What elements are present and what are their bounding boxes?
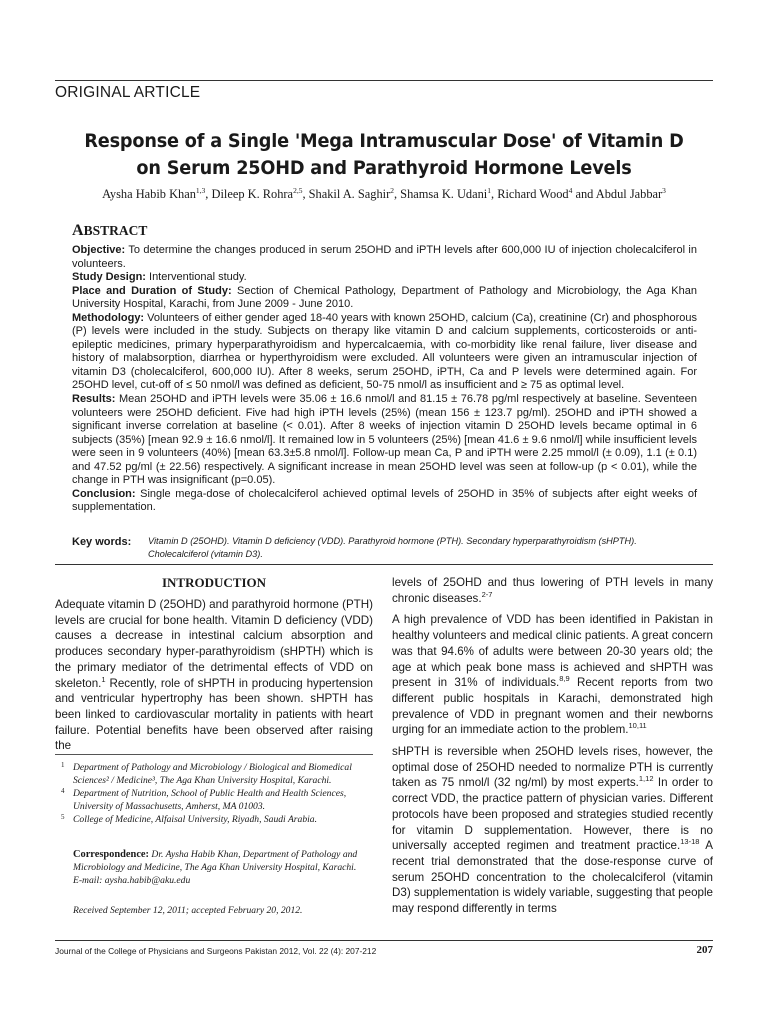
abstract-section-text: To determine the changes produced in serum 25OHD and iPTH levels after 600,000 IU of injection cholecalciferol in volunteers.	[72, 244, 697, 270]
footnote-text: College of Medicine, Alfaisal University, Riyadh, Saudi Arabia.	[73, 814, 317, 826]
article-title	[64, 128, 704, 182]
abstract-section-label: Study Design:	[72, 271, 146, 284]
journal-citation: Journal of the College of Physicians and Surgeons Pakistan 2012, Vol. 22 (4): 207-212	[55, 946, 377, 956]
abstract-bottom-rule	[55, 564, 713, 565]
author-affiliation-mark: 3	[662, 185, 666, 195]
abstract-section-label: Place and Duration of Study:	[72, 284, 232, 297]
footnote	[55, 761, 373, 787]
author-affiliation-mark: 2,5	[293, 185, 303, 195]
author-affiliation-mark: 1	[487, 185, 491, 195]
left-column-text	[55, 597, 373, 754]
top-rule	[55, 80, 713, 81]
right-column-text	[392, 575, 713, 917]
introduction-heading: INTRODUCTION	[161, 575, 266, 590]
abstract-section-label: Methodology:	[72, 311, 145, 324]
correspondence-address: Dr. Aysha Habib Khan, Department of Pathology and Microbiology and Medicine, The Aga Khan University Hospital, Karachi.	[73, 849, 358, 874]
body-text: Recently, role of sHPTH in producing hypertension and ventricular hypertrophy has been shown. sHPTH has been linked to cardiovascular mortality in patients with heart failure. Potential benefits have been observed after raising the	[55, 676, 373, 753]
author-affiliation-mark: 4	[568, 185, 573, 195]
body-paragraph	[392, 612, 713, 738]
correspondence-email: E-mail: aysha.habib@aku.edu	[73, 875, 191, 887]
keywords-line-1: Vitamin D (25OHD). Vitamin D deficiency (VDD). Parathyroid hormone (PTH). Secondary hyperparathyroidism (sHPTH).	[148, 536, 637, 546]
author-name: Shakil A. Saghir	[308, 187, 391, 201]
abstract-section	[72, 312, 697, 393]
body-text: Recent reports from two different public hospitals in Karachi, demonstrated high prevalence of VDD in pregnant women and their newborns urging for an immediate action to the problem.	[392, 676, 713, 737]
abstract-section	[72, 244, 697, 271]
body-text: A recent trial demonstrated that the dose-response curve of serum 25OHD concentration to the cholecalciferol (vitamin D3) supplementation is widely variable, suggesting that people may respond differently in terms	[392, 839, 713, 916]
body-text: levels of 25OHD and thus lowering of PTH levels in many chronic diseases.	[392, 576, 713, 605]
author-list: Aysha Habib Khan$^{1,3}$, Dileep K. Rohra$^{2,5}$, Shakil A. Saghir$^2$, Shamsa K. Udani$^1$, Richard Wood$^4$ and Abdul Jabbar$^3$	[102, 185, 666, 201]
keywords-text	[148, 535, 708, 560]
body-text: A high prevalence of VDD has been identified in Pakistan in healthy volunteers and medical clinic patients. A great concern was that 94.6% of adults were between 20-30 years old; the age at which peak bone mass is achieved and sHPTH was present in 31% of individuals.	[392, 613, 713, 690]
author-name: Richard Wood	[497, 187, 569, 201]
footnote-mark: 1	[61, 761, 65, 769]
keywords-label: Key words:	[72, 536, 132, 548]
abstract-section	[72, 285, 697, 312]
author-name: Shamsa K. Udani	[400, 187, 488, 201]
abstract-section-text: Mean 25OHD and iPTH levels were 35.06 ± 16.6 nmol/l and 81.15 ± 76.78 pg/ml respectively at baseline. Seventeen volunteers were 25OHD deficient. Five had high iPTH levels (25%) (mean 156 ± 123.7 pg/ml). 25OHD and iPTH showed a significant inverse correlation at baseline (< 0.01). After 8 weeks of injection vitamin D 25OHD levels became optimal in 6 subjects (35%) [mean 92.9 ± 16.6 nmol/l]. It remained low in 5 volunteers (25%) [mean 41.6 ± 9.6 nmol/l] while insufficient levels were seen in 9 volunteers (40%) [mean 63.3±5.8 nmol/l]. Follow-up mean Ca, P and iPTH were 2.25 mmol/l (± 0.09), 1.1 (± 0.1) and 47.52 pg/ml (± 22.56) respectively. A significant increase in mean 25OHD level was seen at follow-up (p < 0.01), while the change in PTH was insignificant (p=0.05).	[72, 393, 697, 487]
citation-ref: 1,12	[638, 774, 654, 784]
footnote-text: Department of Pathology and Microbiology / Biological and Biomedical Sciences² / Medicine³, The Aga Khan University Hospital, Karachi.	[73, 762, 352, 787]
author-affiliation-mark: 1,3	[195, 185, 206, 195]
abstract-section	[72, 488, 697, 515]
body-text: In order to correct VDD, the practice pattern of physician varies. Different protocols have been proposed and strategies studied recently for vitamin D supplementation. However, there is no universally accepted regimen and treatment practice.	[392, 776, 713, 853]
abstract-section-text: Single mega-dose of cholecalciferol achieved optimal levels of 25OHD in 35% of subjects after eight weeks of supplementation.	[72, 487, 697, 514]
body-paragraph	[392, 744, 713, 917]
footnote	[55, 787, 373, 813]
abstract-section-text: Section of Chemical Pathology, Department of Pathology and Microbiology, the Aga Khan University Hospital, Karachi, from June 2009 - June 2010.	[72, 284, 697, 311]
author-affiliation-mark: 2	[390, 185, 394, 195]
abstract-section-label: Conclusion:	[72, 487, 136, 500]
citation-ref: 1	[101, 674, 106, 684]
affiliation-footnotes	[55, 761, 373, 826]
footnote-mark: 5	[61, 813, 65, 822]
footnote-mark: 4	[61, 787, 65, 796]
abstract-section-text: Interventional study.	[145, 271, 247, 284]
abstract-heading-initial: A	[72, 222, 84, 239]
correspondence-details	[73, 848, 373, 874]
abstract-body	[72, 244, 697, 515]
intro-paragraph	[55, 597, 373, 754]
author-name: Aysha Habib Khan	[102, 187, 196, 201]
abstract-section-text: Volunteers of either gender aged 18-40 years with known 25OHD, calcium (Ca), creatinine (Cr) and phosphorous (P) levels were included in the study. Subjects on therapy like vitamin D and calcium supplements, corticosteroids or anti-epileptic medicines, primary hyperparathyroidism and hypercalcaemia, with co-morbidity like renal failure, liver disease and history of malabsorption, diarrhea or hyperthyroidism were excluded. All volunteers were given an intramuscular injection of vitamin D3 (cholecalciferol, 600,000 IU). After 8 weeks, serum 25OHD, iPTH, Ca and P levels were determined again. For 25OHD level, cut-off of ≤ 50 nmol/l was defined as deficient, 50-75 nmol/l as insufficient and ≥ 75 as optimal level.	[72, 311, 697, 392]
footnote-text: Department of Nutrition, School of Public Health and Health Sciences, University of Massachusetts, Amherst, MA 01003.	[73, 788, 347, 813]
abstract-section-label: Objective:	[72, 244, 126, 256]
abstract-section-label: Results:	[72, 393, 116, 406]
correspondence	[73, 848, 373, 887]
body-paragraph	[392, 575, 713, 606]
title-line-2: on Serum 25OHD and Parathyroid Hormone Levels	[136, 157, 632, 179]
footer-rule	[55, 940, 713, 941]
keywords-line-2: Cholecalciferol (vitamin D3).	[148, 548, 263, 559]
abstract-section	[72, 271, 697, 285]
author-name: Abdul Jabbar	[595, 187, 663, 201]
abstract-section	[72, 393, 697, 488]
body-text: sHPTH is reversible when 25OHD levels rises, however, the optimal dose of 25OHD needed to normalize PTH is currently taken as 75 nmol/l (32 ng/ml) by most experts.	[392, 745, 713, 790]
abstract-heading-rest: BSTRACT	[83, 223, 148, 238]
body-text: Adequate vitamin D (25OHD) and parathyroid hormone (PTH) levels are crucial for bone health. Vitamin D deficiency (VDD) causes a decrease in intestinal calcium absorption and produces secondary hyper-parathyroidism (sHPTH) which is the primary mediator of the detrimental effects of VDD on skeleton.	[55, 598, 373, 690]
abstract-heading	[72, 222, 147, 240]
citation-ref: 13-18	[680, 837, 700, 847]
title-line-1: Response of a Single 'Mega Intramuscular Dose' of Vitamin D	[84, 130, 684, 152]
page-number: 207	[696, 944, 713, 956]
footnote	[55, 813, 373, 826]
citation-ref: 8,9	[559, 674, 570, 684]
citation-ref: 2-7	[481, 589, 493, 599]
section-label: ORIGINAL ARTICLE	[55, 84, 201, 101]
footnote-rule	[55, 754, 373, 755]
author-name: Dileep K. Rohra	[211, 187, 294, 201]
received-dates: Received September 12, 2011; accepted February 20, 2012.	[73, 905, 303, 916]
correspondence-label: Correspondence:	[73, 849, 149, 860]
citation-ref: 10,11	[628, 721, 647, 731]
